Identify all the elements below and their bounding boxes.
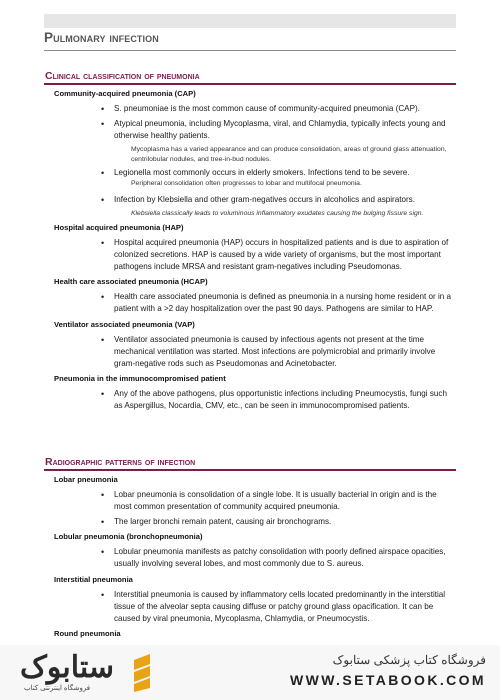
chapter-divider <box>44 50 456 51</box>
bullet-text: Lobular pneumonia manifests as patchy consolidation with poorly defined airspace opacities, usually involving several lobes, and most commonly due to S. aureus. <box>114 547 446 569</box>
note-text: Klebsiella classically leads to voluminous inflammatory exudates causing the bulging fissure sign. <box>131 210 424 218</box>
bullet-dot-icon: • <box>101 168 105 179</box>
logo-tagline: فروشگاه اینترنتی کتاب <box>24 685 91 692</box>
logo-wordmark: ستابوک <box>20 651 115 684</box>
section-title: Radiographic patterns of infection <box>45 456 196 468</box>
bullet-dot-icon: • <box>101 118 105 129</box>
subheading-hcap: Health care associated pneumonia (HCAP) <box>54 277 208 287</box>
store-url-link[interactable]: WWW.SETABOOK.COM <box>289 672 486 688</box>
store-name: فروشگاه کتاب پزشکی ستابوک <box>332 653 486 667</box>
subheading-hap: Hospital acquired pneumonia (HAP) <box>54 222 184 232</box>
bullet-item <box>101 334 452 371</box>
bullet-item <box>101 489 452 513</box>
bullet-dot-icon: • <box>101 489 105 500</box>
bullet-item <box>101 118 452 142</box>
bullet-dot-icon: • <box>101 103 105 114</box>
bullet-item <box>101 194 452 206</box>
subheading-round: Round pneumonia <box>54 629 121 639</box>
bullet-dot-icon: • <box>101 589 105 600</box>
bullet-item <box>101 291 452 315</box>
chapter-title: Pulmonary infection <box>44 30 159 45</box>
subheading-cap: Community-acquired pneumonia (CAP) <box>54 88 196 98</box>
subheading-lobular: Lobular pneumonia (bronchopneumonia) <box>54 532 203 542</box>
bullet-item <box>101 167 452 179</box>
bullet-text: Atypical pneumonia, including Mycoplasma, viral, and Chlamydia, typically infects young and otherwise healthy patients. <box>114 118 446 140</box>
bullet-text: Infection by Klebsiella and other gram-negatives occurs in alcoholics and aspirators. <box>114 194 415 204</box>
bullet-text: Any of the above pathogens, plus opportunistic infections including Pneumocystis, fungi such as Aspergillus, Nocardia, CMV, etc., can be seen in immunocompromised patients. <box>114 389 447 411</box>
bullet-text: The larger bronchi remain patent, causing air bronchograms. <box>114 516 332 526</box>
bullet-item <box>101 589 452 626</box>
bullet-dot-icon: • <box>101 547 105 558</box>
section-rule <box>44 469 456 471</box>
note-text: Peripheral consolidation often progresses to lobar and multifocal pneumonia. <box>131 180 362 188</box>
note-text: Mycoplasma has a varied appearance and can produce consolidation, areas of ground glass attenuation, centrilobular nodules, and tree-in-bud nodules. <box>131 146 447 163</box>
bullet-text: Health care associated pneumonia is defined as pneumonia in a nursing home resident or in a patient with a >2 day hospitalization over the past 90 days. Pathogens are similar to HAP. <box>114 292 451 314</box>
bullet-item <box>101 237 452 274</box>
bullet-item <box>101 103 452 115</box>
subheading-interstitial: Interstitial pneumonia <box>54 574 133 584</box>
bullet-text: Hospital acquired pneumonia (HAP) occurs in hospitalized patients and is due to aspiration of colonized secretions. HAP is caused by a wide variety of organisms, but the most important pathogens include MRSA and resistant gram-negatives including Pseudomonas. <box>114 237 449 271</box>
bullet-item <box>101 516 452 528</box>
bullet-dot-icon: • <box>101 292 105 303</box>
bullet-text: Legionella most commonly occurs in elderly smokers. Infections tend to be severe. <box>114 168 410 178</box>
subheading-immunocompromised: Pneumonia in the immunocompromised patient <box>54 374 226 384</box>
bullet-item <box>101 388 452 412</box>
section-title: Clinical classification of pneumonia <box>45 70 200 82</box>
bullet-dot-icon: • <box>101 389 105 400</box>
subheading-vap: Ventilator associated pneumonia (VAP) <box>54 319 195 329</box>
header-band <box>44 14 456 28</box>
store-banner <box>0 645 500 700</box>
bullet-dot-icon: • <box>101 194 105 205</box>
subheading-lobar: Lobar pneumonia <box>54 474 118 484</box>
section-rule <box>44 83 456 85</box>
bullet-dot-icon: • <box>101 237 105 248</box>
bullet-item <box>101 546 452 570</box>
section-clinical-classification <box>44 70 456 413</box>
bullet-text: Interstitial pneumonia is caused by inflammatory cells located predominantly in the interstitial tissue of the alveolar septa causing diffuse or patchy ground glass opacification. It can be caused by viral pneumonia, Mycoplasma, Chlamydia, or Pneumocystis. <box>114 589 446 623</box>
bullet-text: Ventilator associated pneumonia is caused by infectious agents not present at the time mechanical ventilation was started. Most infections are polymicrobial and primarily involve gram-negative rods such as Pseudomonas and Acinetobacter. <box>114 334 436 368</box>
bullet-text: Lobar pneumonia is consolidation of a single lobe. It is usually bacterial in origin and is the most common presentation of community acquired pneumonia. <box>114 489 437 511</box>
bullet-text: S. pneumoniae is the most common cause of community-acquired pneumonia (CAP). <box>114 103 420 113</box>
setabook-logo <box>12 648 162 698</box>
bullet-dot-icon: • <box>101 516 105 527</box>
bullet-dot-icon: • <box>101 334 105 345</box>
section-radiographic-patterns <box>44 456 456 640</box>
book-stack-icon <box>130 652 156 692</box>
